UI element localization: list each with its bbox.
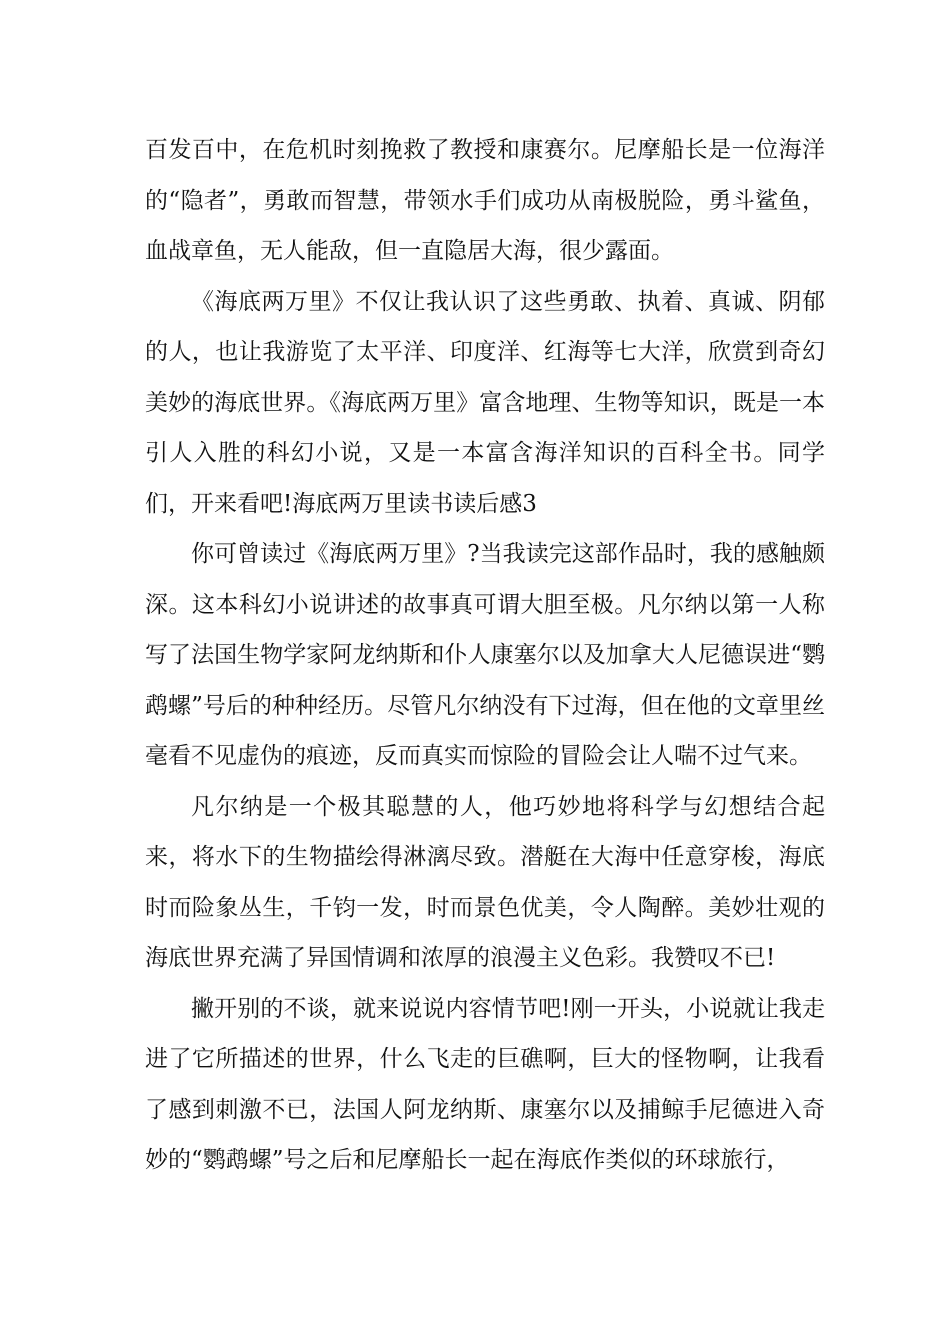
paragraph-5: 撇开别的不谈，就来说说内容情节吧!刚一开头，小说就让我走进了它所描述的世界，什么飞走的巨礁啊，巨大的怪物啊，让我看了感到刺激不已，法国人阿龙纳斯、康塞尔以及捕鲸手尼德进入奇妙的“鹦鹉螺”号之后和尼摩船长一起在海底作类似的环球旅行， bbox=[145, 995, 825, 1173]
paragraph-1: 百发百中，在危机时刻挽救了教授和康赛尔。尼摩船长是一位海洋的“隐者”，勇敢而智慧，带领水手们成功从南极脱险，勇斗鲨鱼，血战章鱼，无人能敌，但一直隐居大海，很少露面。 bbox=[145, 137, 825, 264]
document-body bbox=[145, 125, 825, 1186]
paragraph-3: 你可曾读过《海底两万里》?当我读完这部作品时，我的感触颇深。这本科幻小说讲述的故事真可谓大胆至极。凡尔纳以第一人称写了法国生物学家阿龙纳斯和仆人康塞尔以及加拿大人尼德误进“鹦鹉螺”号后的种种经历。尽管凡尔纳没有下过海，但在他的文章里丝毫看不见虚伪的痕迹，反而真实而惊险的冒险会让人喘不过气来。 bbox=[145, 541, 825, 769]
paragraph-2: 《海底两万里》不仅让我认识了这些勇敢、执着、真诚、阴郁的人，也让我游览了太平洋、印度洋、红海等七大洋，欣赏到奇幻美妙的海底世界。《海底两万里》富含地理、生物等知识，既是一本引人入胜的科幻小说，又是一本富含海洋知识的百科全书。同学们，开来看吧!海底两万里读书读后感3 bbox=[145, 288, 825, 517]
paragraph-4: 凡尔纳是一个极其聪慧的人，他巧妙地将科学与幻想结合起来，将水下的生物描绘得淋漓尽致。潜艇在大海中任意穿梭，海底时而险象丛生，千钧一发，时而景色优美，令人陶醉。美妙壮观的海底世界充满了异国情调和浓厚的浪漫主义色彩。我赞叹不已! bbox=[145, 793, 825, 971]
